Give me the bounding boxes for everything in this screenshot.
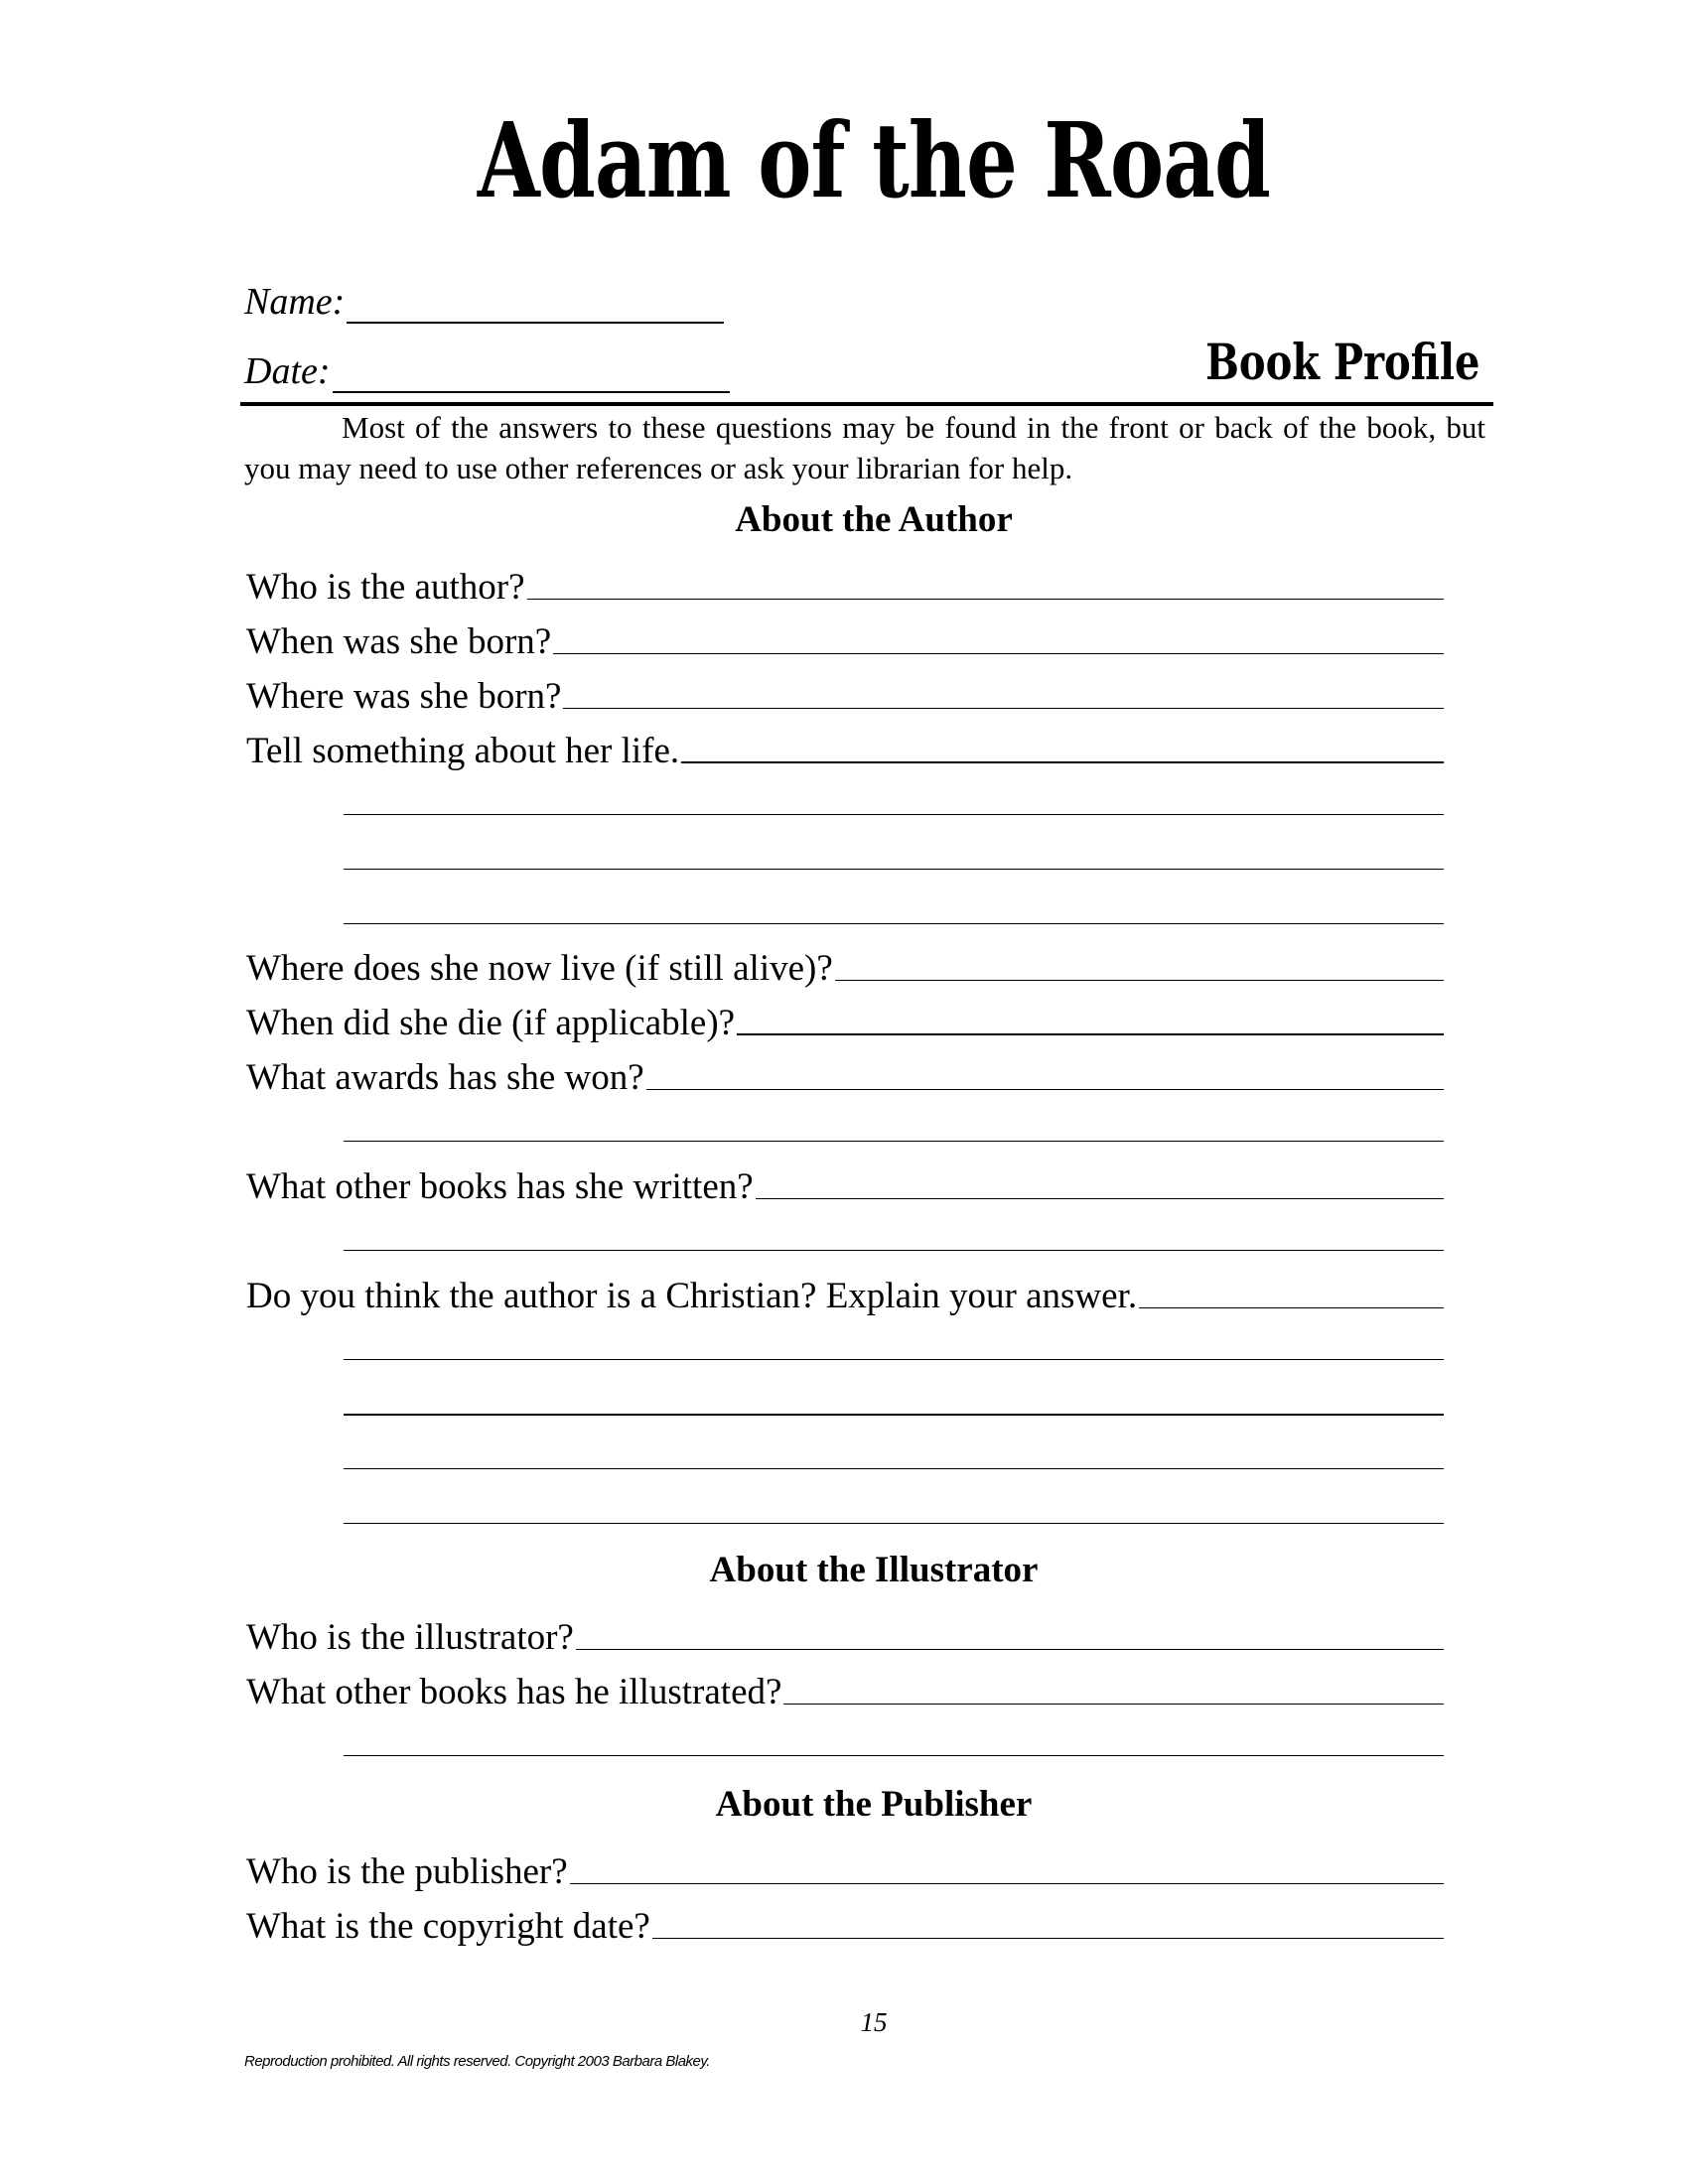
book-profile-heading: Book Profile [1204,333,1479,391]
continuation-line[interactable] [344,1141,1444,1142]
illustrator-section-heading: About the Illustrator [709,1550,1039,1590]
question-text: Where does she now live (if still alive)? [246,948,833,989]
question-text: Who is the author? [246,567,525,608]
date-row [244,349,730,393]
continuation-line[interactable] [344,814,1444,815]
continuation-line[interactable] [344,1755,1444,1756]
continuation-line[interactable] [344,1523,1444,1524]
answer-line[interactable] [553,653,1444,654]
question-text: What other books has he illustrated? [246,1672,782,1712]
continuation-line[interactable] [344,869,1444,870]
continuation-line[interactable] [344,1359,1444,1360]
name-label: Name: [244,281,346,323]
question-text: When did she die (if applicable)? [246,1003,736,1043]
continuation-line[interactable] [344,1468,1444,1469]
worksheet-title: Adam of the Road [477,99,1271,221]
question-text: Who is the illustrator? [246,1617,574,1658]
question-row [246,1848,1444,1892]
question-text: What awards has she won? [246,1057,644,1098]
question-text: Tell something about her life. [246,731,680,771]
question-row [246,618,1444,662]
continuation-line[interactable] [344,923,1444,924]
date-blank[interactable] [333,361,730,393]
answer-line[interactable] [681,761,1444,763]
copyright-footer: Reproduction prohibited. All rights reserved. Copyright 2003 Barbara Blakey. [244,2053,710,2070]
answer-line[interactable] [1139,1307,1444,1308]
question-text: Who is the publisher? [246,1851,568,1892]
answer-line[interactable] [835,980,1444,981]
question-row [246,1273,1444,1316]
question-text: What other books has she written? [246,1166,754,1207]
name-row [244,280,724,324]
answer-line[interactable] [756,1198,1444,1199]
header-divider [240,402,1493,406]
date-label: Date: [244,350,331,392]
answer-line[interactable] [646,1089,1444,1090]
answer-line[interactable] [783,1704,1444,1705]
question-row [246,564,1444,608]
answer-line[interactable] [576,1649,1444,1650]
answer-line[interactable] [737,1033,1444,1035]
question-text: What is the copyright date? [246,1906,650,1947]
continuation-line[interactable] [344,1414,1444,1416]
publisher-section-heading: About the Publisher [715,1784,1033,1825]
question-row [246,673,1444,717]
question-text: Do you think the author is a Christian? Explain your answer. [246,1276,1138,1316]
question-row [246,1000,1444,1043]
question-row [246,1163,1444,1207]
answer-line[interactable] [563,708,1444,709]
question-row [246,1903,1444,1947]
name-blank[interactable] [347,292,724,324]
question-row [246,1614,1444,1658]
question-row [246,1054,1444,1098]
question-text: When was she born? [246,621,552,662]
continuation-line[interactable] [344,1250,1444,1251]
intro-paragraph: Most of the answers to these questions may be found in the front or back of the book, but you may need to use other references or ask your librarian for help. [244,410,1485,485]
question-row [246,945,1444,989]
answer-line[interactable] [652,1938,1444,1939]
page-number: 15 [860,2007,888,2037]
author-section-heading: About the Author [735,499,1013,540]
question-row [246,728,1444,771]
question-row [246,1669,1444,1712]
answer-line[interactable] [570,1883,1444,1884]
question-text: Where was she born? [246,676,562,717]
answer-line[interactable] [527,599,1445,600]
